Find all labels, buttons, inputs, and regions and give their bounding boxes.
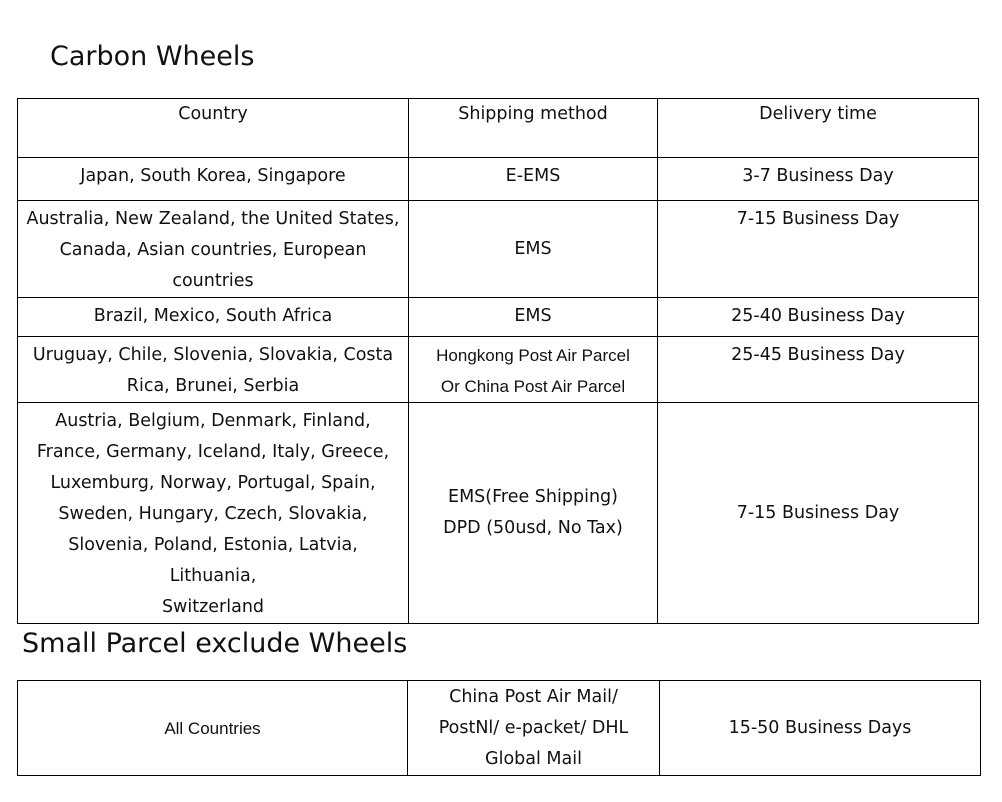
method-line: Hongkong Post Air Parcel: [436, 346, 630, 365]
country-cell: [18, 337, 409, 403]
method-line: DPD (50usd, No Tax): [443, 518, 623, 538]
country-cell: [18, 403, 409, 624]
shipping-method-cell: [409, 403, 658, 624]
country-line: Luxemburg, Norway, Portugal, Spain,: [50, 473, 376, 493]
delivery-time-cell: 7-15 Business Day: [658, 201, 979, 298]
table-row: [18, 681, 981, 776]
shipping-method-cell: [409, 201, 658, 298]
method-line: PostNl/ e-packet/ DHL: [438, 717, 629, 738]
country-line: Australia, New Zealand, the United States,: [26, 209, 400, 229]
method-line: Global Mail: [485, 748, 582, 769]
country-line: Canada, Asian countries, European: [59, 240, 367, 260]
country-cell: [18, 681, 408, 776]
delivery-time-cell: 7-15 Business Day: [658, 403, 979, 624]
country-line: Rica, Brunei, Serbia: [126, 376, 300, 396]
small-parcel-shipping-table: [17, 680, 981, 776]
table-row: [18, 337, 979, 403]
table-row: [18, 158, 979, 201]
country-line: All Countries: [164, 718, 261, 738]
country-line: countries: [172, 271, 254, 291]
country-cell: [18, 298, 409, 337]
shipping-method-cell: [409, 158, 658, 201]
carbon-wheels-title: Carbon Wheels: [50, 41, 255, 72]
delivery-time-cell: 25-45 Business Day: [658, 337, 979, 403]
method-line: China Post Air Mail/: [449, 686, 618, 707]
country-cell: [18, 201, 409, 298]
country-line: Japan, South Korea, Singapore: [80, 166, 346, 186]
delivery-time-cell: 15-50 Business Days: [660, 681, 981, 776]
table-row: [18, 403, 979, 624]
small-parcel-title: Small Parcel exclude Wheels: [22, 628, 408, 659]
table-row: [18, 201, 979, 298]
country-line: Sweden, Hungary, Czech, Slovakia,: [58, 504, 368, 524]
country-line: Brazil, Mexico, South Africa: [93, 306, 333, 326]
shipping-method-cell: [408, 681, 660, 776]
method-line: EMS: [514, 306, 552, 326]
country-line: Switzerland: [161, 597, 265, 617]
country-cell: [18, 158, 409, 201]
column-header-country: Country: [18, 99, 409, 158]
method-line: Or China Post Air Parcel: [440, 377, 626, 396]
shipping-method-cell: [409, 298, 658, 337]
carbon-wheels-shipping-table: [17, 98, 979, 624]
method-line: EMS: [514, 238, 552, 259]
method-line: E-EMS: [505, 166, 561, 186]
country-line: Austria, Belgium, Denmark, Finland,: [55, 411, 371, 431]
table-header-row: [18, 99, 979, 158]
table-row: [18, 298, 979, 337]
country-line: Slovenia, Poland, Estonia, Latvia, Lithuania,: [68, 535, 358, 586]
country-line: Uruguay, Chile, Slovenia, Slovakia, Costa: [32, 345, 394, 365]
delivery-time-cell: 25-40 Business Day: [658, 298, 979, 337]
delivery-time-cell: 3-7 Business Day: [658, 158, 979, 201]
country-line: France, Germany, Iceland, Italy, Greece,: [36, 442, 390, 462]
method-line: EMS(Free Shipping): [448, 487, 618, 507]
shipping-method-cell: [409, 337, 658, 403]
column-header-shipping-method: Shipping method: [409, 99, 658, 158]
column-header-delivery-time: Delivery time: [658, 99, 979, 158]
